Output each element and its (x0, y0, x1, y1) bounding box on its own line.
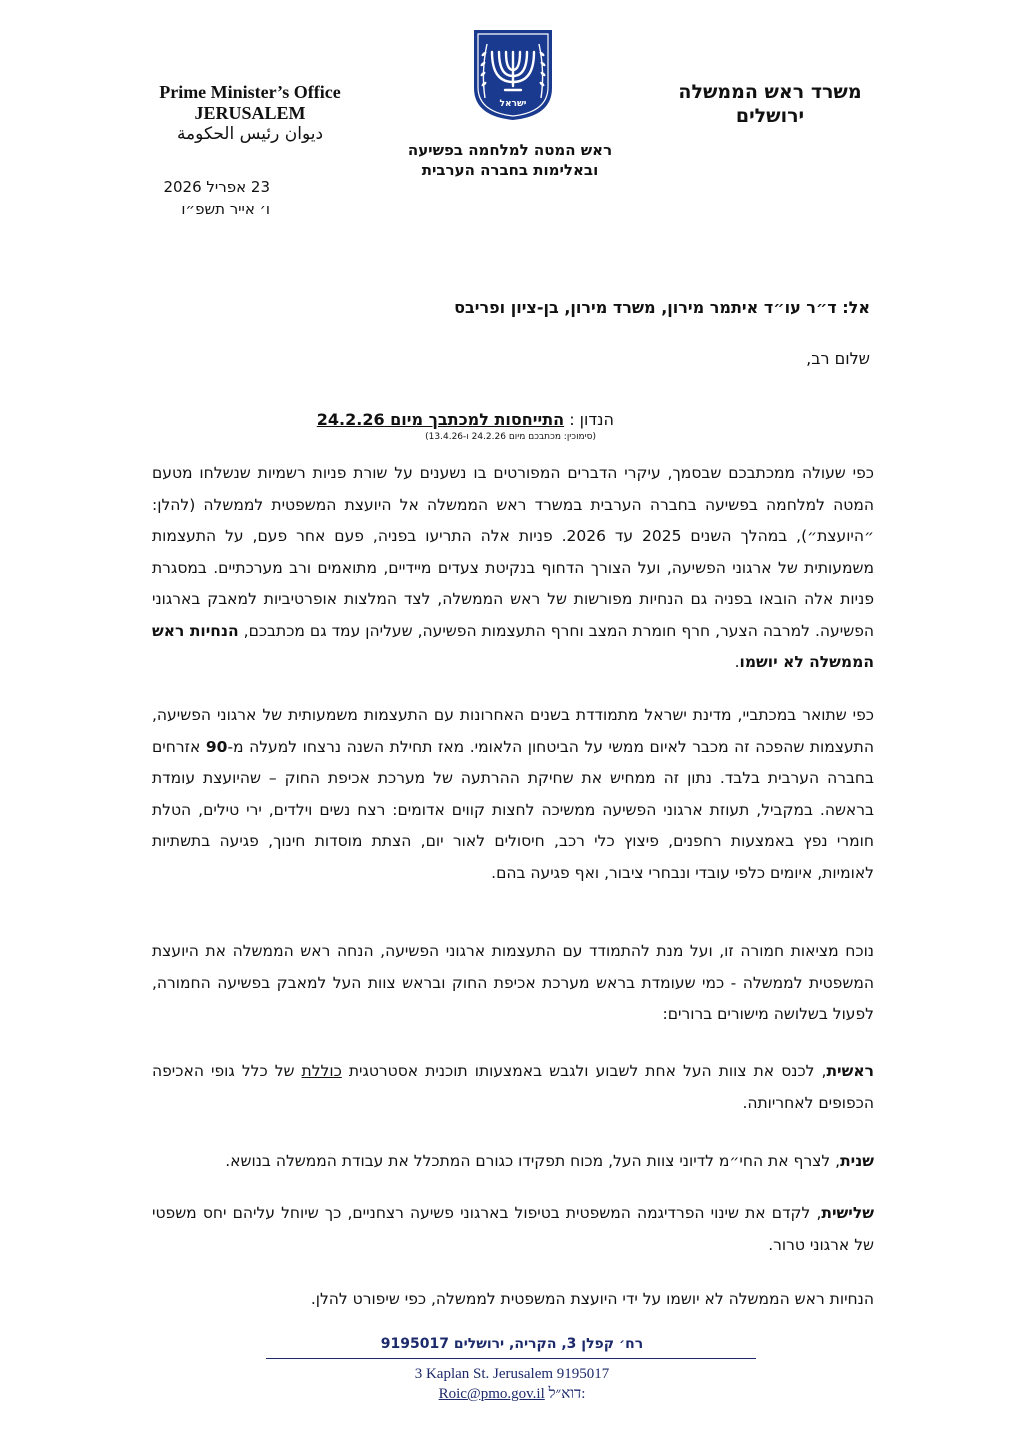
paragraph-4-text-b: של כלל גופי האכיפה הכפופים לאחריותה. (152, 1062, 874, 1112)
hebrew-date: ו׳ אייר תשפ״ו (181, 200, 270, 218)
hebrew-office-name: משרד ראש הממשלה (678, 81, 862, 103)
email-link[interactable]: Roic@pmo.gov.il (438, 1386, 545, 1402)
email-label: דוא״ל: (548, 1386, 586, 1402)
paragraph-6-lead: שלישית (821, 1204, 874, 1222)
arabic-office-name: ديوان رئيس الحكومة (176, 124, 324, 144)
paragraph-5-lead: שנית (840, 1152, 874, 1170)
greeting: שלום רב, (806, 349, 870, 368)
english-city: JERUSALEM (194, 103, 306, 123)
footer-english (262, 1364, 762, 1404)
paragraph-2-text-b: אזרחים בחברה הערבית בלבד. נתון זה ממחיש את שחיקת ההרתעה של מערכת אכיפת החוק – שהיועצת עומדת בראשה. במקביל, תעוזת ארגוני הפשיעה ממשיכה לחצות קווים אדומים: רצח נשים וילדים, ירי טילים, הטלת חומרי נפץ באמצעות רחפנים, פיצוץ כלי רכב, חיסולים לאור יום, הצתת מוסדות חינוך, פגיעה בתשתיות לאומיות, איומים כלפי עובדי ונבחרי ציבור, ואף פגיעה בהם. (152, 737, 874, 882)
paragraph-4-lead: ראשית (826, 1062, 874, 1080)
hq-title-line2: ובאלימות בחברה הערבית (421, 161, 599, 179)
paragraph-2 (152, 700, 874, 889)
english-office-header (120, 82, 380, 145)
murder-count: 90 (205, 737, 228, 756)
hq-title-line1: ראש המטה למלחמה בפשיעה (407, 141, 613, 159)
emblem-label: ישראל (499, 99, 527, 109)
paragraph-7-text: הנחיות ראש הממשלה לא יושמו על ידי היועצת המשפטית לממשלה, כפי שיפורט להלן. (310, 1290, 874, 1308)
menorah-emblem-icon (472, 28, 554, 122)
letter-date (120, 176, 270, 220)
paragraph-6 (152, 1198, 874, 1261)
paragraph-1 (152, 458, 874, 679)
gregorian-date: 23 אפריל 2026 (163, 178, 270, 196)
paragraph-4 (152, 1056, 874, 1119)
subject-line (317, 410, 614, 429)
paragraph-6-text: , לקדם את שינוי הפרדיגמה המשפטית בטיפול בארגוני פשיעה רצחניים, כך שיוחל עליהם יחס משפטי של ארגוני טרור. (152, 1204, 874, 1254)
hq-title (360, 140, 660, 180)
footer-divider (266, 1358, 756, 1359)
paragraph-5-text: , לצרף את החי״מ לדיוני צוות העל, מכוח תפקידו כגורם המתכלל את עבודת הממשלה בנושא. (225, 1152, 841, 1170)
footer-english-address: 3 Kaplan St. Jerusalem 9195017 (414, 1366, 610, 1382)
hebrew-city: ירושלים (735, 105, 805, 127)
paragraph-3-text: נוכח מציאות חמורה זו, ועל מנת להתמודד עם התעצמות ארגוני הפשיעה, הנחה ראש הממשלה את היועצת המשפטית לממשלה - כמי שעומדת בראש מערכת אכיפת החוק ובראש צוות העל למאבק בפשיעה החמורה, לפעול בשלושה מישורים ברורים: (152, 942, 874, 1023)
paragraph-1-emphasis: הנחיות ראש הממשלה לא יושמו (152, 621, 874, 671)
subject-text: התייחסות למכתבך מיום 24.2.26 (316, 410, 565, 429)
paragraph-4-underline: כוללת (301, 1062, 342, 1080)
paragraph-2-text-a: כפי שתואר במכתביי, מדינת ישראל מתמודדת בשנים האחרונות עם התעצמות משמעותית של ארגוני הפשיעה, התעצמות שהפכה זה מכבר לאיום ממשי על הביטחון הלאומי. מאז תחילת השנה נרצחו למעלה מ- (152, 706, 874, 756)
subject-label: הנדון : (569, 410, 614, 429)
paragraph-4-text-a: , לכנס את צוות העל אחת לשבוע ולגבש באמצעותו תוכנית אסטרטגית (341, 1062, 827, 1080)
recipient-line: אל: ד״ר עו״ד איתמר מירון, משרד מירון, בן-ציון ופריבס (454, 298, 870, 317)
paragraph-5 (152, 1146, 874, 1178)
english-office-name: Prime Minister’s Office (159, 82, 341, 102)
paragraph-7 (152, 1284, 874, 1316)
paragraph-1-text: כפי שעולה ממכתבכם שבסמך, עיקרי הדברים המפורטים בו נשענים על שורת פניות רשמיות שנשלחו מטעם המטה למלחמה בפשיעה בחברה הערבית במשרד ראש הממשלה אל היועצת המשפטית לממשלה (להלן: ״היועצת״), במהלך השנים 2025 עד 2026. פניות אלה התריעו בפניה, פעם אחר פעם, על התעצמות משמעותית של ארגוני הפשיעה, ועל הצורך הדחוף בנקיטת צעדים מיידיים, מתואמים ורב מערכתיים. במסגרת פניות אלה הובאו בפניה גם הנחיות מפורשות של ראש הממשלה, לצד המלצות אופרטיביות למאבק בארגוני הפשיעה. למרבה הצער, חרף חומרת המצב וחרף התעצמות הפשיעה, שעליהן עמד גם מכתבכם, (152, 464, 875, 640)
footer-email-line (262, 1384, 762, 1404)
reference-note: (סימוכין: מכתבכם מיום 24.2.26 ו-13.4.26) (425, 432, 596, 442)
paragraph-3 (152, 936, 874, 1031)
hebrew-office-header (650, 80, 890, 128)
footer-hebrew-address: רח׳ קפלן 3, הקריה, ירושלים 9195017 (380, 1336, 644, 1352)
paragraph-1-end: . (734, 653, 740, 671)
state-emblem (472, 28, 554, 122)
